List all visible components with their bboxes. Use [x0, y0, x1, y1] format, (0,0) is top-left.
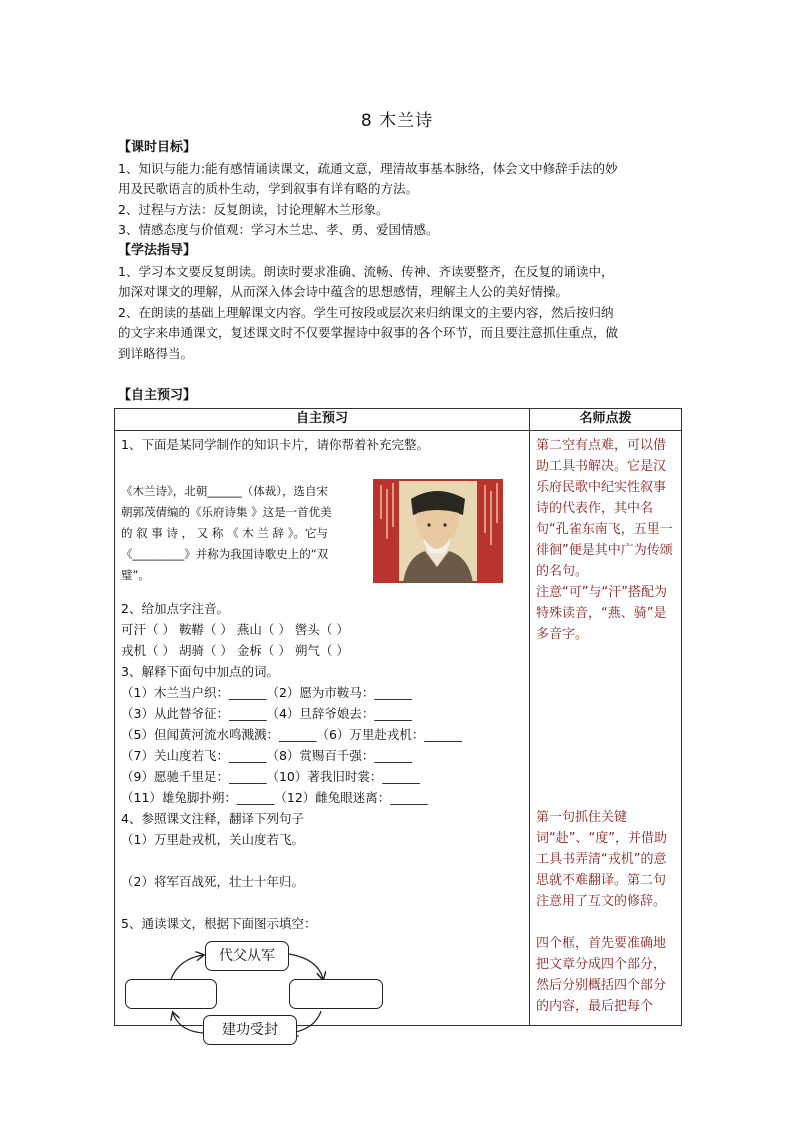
card-line: 的 叙 事 诗 ， 又 称 《 木 兰 辞 》。它与 [121, 526, 328, 540]
tip-1: 第二空有点难，可以借助工具书解决。它是汉乐府民歌中纪实性叙事诗的代表作，其中名句“孔雀东南飞，五里一徘徊”便是其中广为传颂的名句。 [536, 438, 673, 579]
question-1: 1、下面是某同学制作的知识卡片，请你帮着补充完整。 [121, 437, 429, 452]
card-line: 璧”。 [121, 568, 150, 582]
word-row: （1）木兰当户织：______（2）愿为市鞍马：______ [121, 685, 412, 700]
goals-line: 用及民歌语言的质朴生动，学到叙事有详有略的方法。 [118, 181, 419, 196]
card-line: 《_________》并称为我国诗歌史上的“双 [121, 547, 329, 561]
portrait-illustration [373, 479, 503, 583]
translate-2: （2）将军百战死，壮士十年归。 [121, 874, 304, 889]
preview-heading: 【自主预习】 [118, 388, 197, 403]
pinyin-row-1: 可汗（ ） 鞍鞯（ ） 燕山（ ） 辔头（ ） [121, 622, 349, 637]
pinyin-row-2: 戎机（ ） 胡骑（ ） 金柝（ ） 朔气（ ） [121, 643, 349, 658]
knowledge-card [121, 481, 363, 586]
word-row: （5）但闻黄河流水鸣溅溅：______（6）万里赴戎机：______ [121, 727, 462, 742]
diagram-box-top: 代父从军 [205, 941, 289, 971]
tips-cell [530, 431, 682, 1026]
preview-table [114, 408, 682, 1038]
goals-heading: 【课时目标】 [118, 140, 197, 155]
method-line: 1、学习本文要反复朗读。朗读时要求准确、流畅、传神、齐读要整齐，在反复的诵读中， [118, 263, 614, 279]
goals-line: 3、情感态度与价值观：学习木兰忠、孝、勇、爱国情感。 [118, 222, 439, 237]
word-row: （9）愿驰千里足：______（10）著我旧时裳：______ [121, 769, 420, 784]
method-line: 加深对课文的理解，从而深入体会诗中蕴含的思想感情，理解主人公的美好情操。 [118, 284, 569, 299]
col-header-preview: 自主预习 [115, 409, 530, 431]
question-3: 3、解释下面句中加点的词。 [121, 664, 279, 679]
method-heading: 【学法指导】 [118, 243, 197, 258]
tip-4: 四个框，首先要准确地把文章分成四个部分，然后分别概括四个部分的内容，最后把每个 [536, 936, 667, 1014]
goals-section [118, 138, 678, 241]
word-row: （3）从此替爷征：______（4）旦辞爷娘去：______ [121, 706, 412, 721]
card-line: 《木兰诗》，北朝______（体裁），选自宋 [121, 484, 328, 498]
diagram-box-right [289, 979, 383, 1009]
diagram-box-bottom: 建功受封 [203, 1015, 297, 1045]
question-5: 5、通读课文，根据下面图示填空： [121, 916, 317, 931]
plot-cycle-diagram [123, 941, 388, 1046]
preview-cell [115, 431, 530, 1038]
goals-line: 1、知识与能力:能有感情诵读课文，疏通文意，理清故事基本脉络，体会文中修辞手法的妙 [118, 160, 618, 176]
method-line: 的文字来串通课文，复述课文时不仅要掌握诗中叙事的各个环节，而且要注意抓住重点，做 [118, 325, 619, 340]
card-line: 朝郭茂倩编的《乐府诗集 》这是一首优美 [121, 505, 332, 519]
tip-2: 注意“可”与“汗”搭配为特殊读音，“燕、骑”是多音字。 [536, 585, 667, 642]
goals-line: 2、过程与方法：反复朗读，讨论理解木兰形象。 [118, 201, 389, 217]
word-row: （11）雄兔脚扑朔：______（12）雌兔眼迷离：______ [121, 790, 428, 805]
word-row: （7）关山度若飞：______（8）赏赐百千强：______ [121, 748, 412, 763]
question-4: 4、参照课文注释，翻译下列句子 [121, 811, 304, 826]
method-section [118, 241, 678, 364]
question-2: 2、给加点字注音。 [121, 601, 229, 616]
tip-3: 第一句抓住关键词“赴”、“度”，并借助工具书弄清“戎机”的意思就不难翻译。第二句注意用了互文的修辞。 [536, 810, 667, 909]
method-line: 2、在朗读的基础上理解课文内容。学生可按段或层次来归纳课文的主要内容，然后按归纳 [118, 304, 614, 320]
poet-portrait-image [373, 479, 503, 583]
page-title: 8 木兰诗 [360, 111, 434, 131]
method-line: 到详略得当。 [118, 345, 194, 361]
col-header-tips: 名师点拨 [530, 409, 682, 431]
diagram-box-left [125, 979, 217, 1009]
translate-1: （1）万里赴戎机，关山度若飞。 [121, 832, 304, 847]
